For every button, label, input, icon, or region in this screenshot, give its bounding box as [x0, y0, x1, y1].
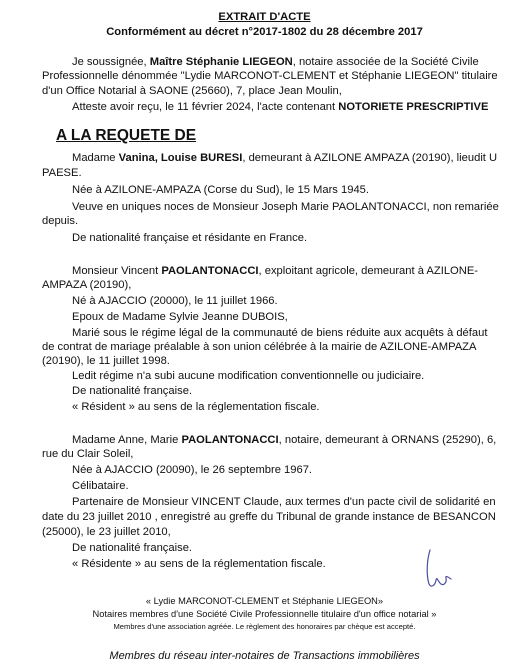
- party2-nationality: De nationalité française.: [72, 385, 193, 397]
- requete-heading: A LA REQUETE DE: [56, 127, 197, 144]
- party1-status: Veuve en uniques noces de Monsieur Joseph Marie PAOLANTONACCI, non remariée: [72, 201, 499, 213]
- party3-name: PAOLANTONACCI: [181, 434, 279, 446]
- signature-icon: [424, 548, 454, 592]
- footer-network: Membres du réseau inter-notaires de Transactions immobilières: [109, 650, 420, 662]
- party2-spouse: Epoux de Madame Sylvie Jeanne DUBOIS,: [72, 311, 288, 323]
- party2-regime-1: Marié sous le régime légal de la communauté de biens réduite aux acquêts à défaut: [72, 327, 488, 339]
- footer-office-description: Notaires membres d'une Société Civile Professionnelle titulaire d'un office notarial »: [92, 609, 437, 619]
- party3-pacs-3: (25000), le 23 juillet 2010,: [42, 526, 171, 538]
- party2-birth: Né à AJACCIO (20000), le 11 juillet 1966.: [72, 295, 278, 307]
- footer-association-note: Membres d'une association agréée. Le règlement des honoraires par chèque est accepté.: [113, 622, 416, 631]
- intro-line-4: Atteste avoir reçu, le 11 février 2024, l'acte contenant NOTORIETE PRESCRIPTIVE: [72, 101, 489, 113]
- party3-nationality: De nationalité française.: [72, 542, 193, 554]
- party2-line-1: Monsieur Vincent PAOLANTONACCI, exploitant agricole, demeurant à AZILONE-: [72, 265, 479, 277]
- party2-line-2: AMPAZA (20190),: [42, 279, 132, 291]
- party2-regime-2: de contrat de mariage préalable à son union célébrée à la mairie de AZILONE-AMPAZA: [42, 341, 477, 353]
- party3-pacs-1: Partenaire de Monsieur VINCENT Claude, aux termes d'un pacte civil de solidarité en: [72, 496, 496, 508]
- deed-type: NOTORIETE PRESCRIPTIVE: [338, 101, 489, 113]
- party1-status-cont: depuis.: [42, 215, 79, 227]
- party2-name: PAOLANTONACCI: [161, 265, 259, 277]
- party3-fiscal: « Résidente » au sens de la réglementation fiscale.: [72, 558, 326, 570]
- party2-fiscal: « Résident » au sens de la réglementation fiscale.: [72, 401, 320, 413]
- party1-line-1: Madame Vanina, Louise BURESI, demeurant à AZILONE AMPAZA (20190), lieudit U: [72, 152, 498, 164]
- footer-office-names: « Lydie MARCONOT-CLEMENT et Stéphanie LIEGEON»: [145, 596, 384, 606]
- document-title: EXTRAIT D'ACTE: [218, 11, 311, 23]
- decree-reference: Conformément au décret n°2017-1802 du 28 décembre 2017: [106, 26, 423, 38]
- notary-name: Maître Stéphanie LIEGEON: [149, 56, 293, 68]
- party2-regime-3: (20190), le 11 juillet 1998.: [42, 355, 170, 367]
- intro-line-1: Je soussignée, Maître Stéphanie LIEGEON, notaire associée de la Société Civile: [72, 56, 479, 68]
- party3-birth: Née à AJACCIO (20090), le 26 septembre 1967.: [72, 464, 313, 476]
- party2-regime-note: Ledit régime n'a subi aucune modification conventionnelle ou judiciaire.: [72, 370, 425, 382]
- party1-name: Vanina, Louise BURESI: [118, 152, 243, 164]
- intro-line-3: d'un Office Notarial à SAONE (25660), 7, place Jean Moulin,: [42, 85, 342, 97]
- party3-status: Célibataire.: [72, 480, 129, 492]
- party1-line-2: PAESE.: [42, 167, 82, 179]
- party3-line-2: rue du Clair Soleil,: [42, 448, 134, 460]
- party1-birth: Née à AZILONE-AMPAZA (Corse du Sud), le 15 Mars 1945.: [72, 184, 370, 196]
- intro-line-2: Professionnelle dénommée "Lydie MARCONOT-CLEMENT et Stéphanie LIEGEON" titulaire: [42, 70, 498, 82]
- party3-pacs-2: date du 23 juillet 2010 , enregistré au greffe du Tribunal de grande instance de BESANCON: [42, 511, 496, 523]
- party3-line-1: Madame Anne, Marie PAOLANTONACCI, notaire, demeurant à ORNANS (25290), 6,: [72, 434, 497, 446]
- party1-nationality: De nationalité française et résidante en France.: [72, 232, 308, 244]
